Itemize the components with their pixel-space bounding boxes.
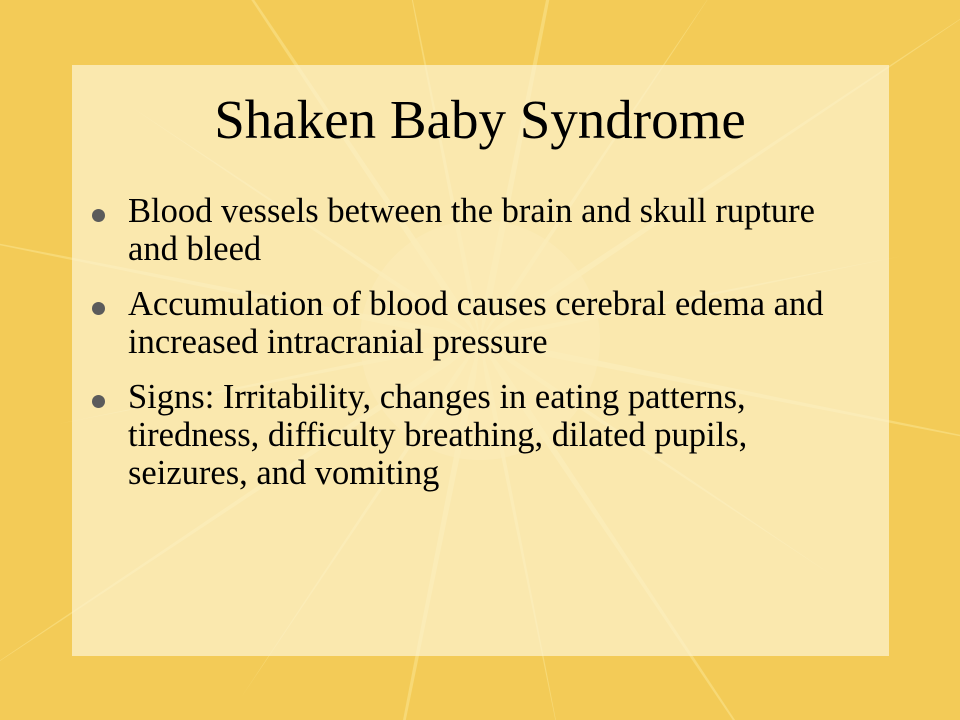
bullet-item	[92, 378, 862, 492]
bullet-dot-icon	[92, 302, 105, 315]
slide-title: Shaken Baby Syndrome	[214, 89, 746, 150]
bullet-dot-icon	[92, 209, 105, 222]
bullet-text: Accumulation of blood causes cerebral edema and increased intracranial pressure	[128, 285, 824, 361]
bullet-dot-icon	[92, 395, 105, 408]
bullet-text: Signs: Irritability, changes in eating patterns, tiredness, difficulty breathing, dilated pupils, seizures, and vomiting	[128, 378, 748, 492]
bullet-item	[92, 285, 862, 361]
bullet-text: Blood vessels between the brain and skull rupture and bleed	[128, 192, 815, 268]
bullet-list	[92, 192, 862, 509]
bullet-item	[92, 192, 862, 268]
